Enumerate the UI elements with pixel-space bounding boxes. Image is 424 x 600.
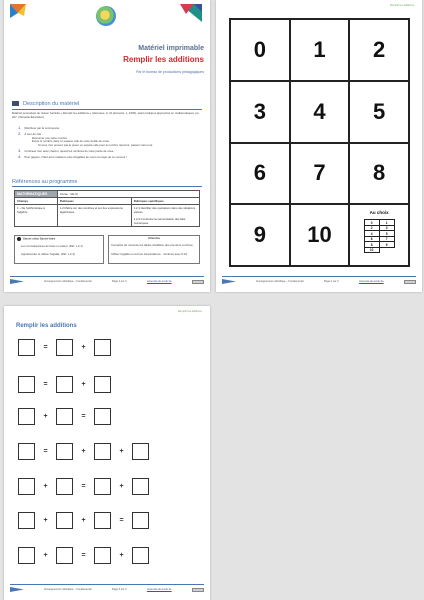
plus-sign: + [81, 380, 86, 388]
plus-sign: + [81, 447, 86, 455]
footer-logo [222, 279, 236, 284]
rubrique-specifique-values: 1.2.1 Identifier des opérations dans des situations variées 1.2.3 Construire la mémorisation des faits numériques [131, 205, 199, 227]
plus-sign: + [43, 551, 48, 559]
school-emblem-logo [96, 6, 116, 26]
addition-row [18, 408, 111, 424]
footer-website-link[interactable]: www.site-de-ecole.be [146, 280, 172, 283]
equals-sign: = [43, 447, 48, 455]
answer-box[interactable] [18, 376, 35, 393]
license-badge-icon [192, 280, 204, 284]
answer-box[interactable] [94, 443, 111, 460]
rubriques-specifiques-label: Rubriques spécifiques [131, 198, 199, 205]
step-item: 1. Distribuer par la commencer. [18, 125, 61, 130]
answer-box[interactable] [18, 512, 35, 529]
target-icon [17, 237, 21, 241]
page-3 [4, 306, 210, 600]
references-heading: Références au programme [12, 179, 78, 185]
step-number-icon: 4. [18, 153, 22, 159]
license-badge-icon [192, 588, 204, 592]
page-header: Remplir les additions [389, 4, 414, 7]
footer-website-link[interactable]: www.site-de-ecole.be [146, 588, 172, 591]
step-item: 4. Pour gagner, il faut avoir réalisé le plus d'égalités au cours du sujet de ce concour ! [18, 153, 128, 159]
footer-page-number: Page 3 sur 3 [111, 588, 127, 591]
champs-label: Champs [15, 198, 58, 205]
number-card: 2 [349, 19, 409, 81]
savoir-item: Appréhender et utiliser l'égalité. (Réf. L.2.3) [21, 252, 75, 256]
footer-divider [222, 276, 416, 277]
number-card: 5 [349, 81, 409, 143]
answer-box[interactable] [132, 547, 149, 564]
plus-sign: + [43, 516, 48, 524]
answer-box[interactable] [132, 512, 149, 529]
attendus-item: Connaître de mémoire les tables d'addition des premiers nombres. [111, 243, 194, 247]
page-2 [216, 0, 422, 292]
step-subitem: Retourner une carte nombre. [32, 135, 68, 140]
answer-box[interactable] [132, 443, 149, 460]
page-footer [222, 279, 416, 284]
footer-organisation: Enseignement catholique – Fondamental [44, 280, 92, 283]
answer-box[interactable] [94, 547, 111, 564]
attendus-item: Utiliser l'égalité en termes d'équivalence : nombres avec 0-10. [111, 252, 188, 256]
step-number-icon: 2. [18, 130, 22, 136]
license-badge-icon [404, 280, 416, 284]
footer-divider [10, 584, 204, 585]
answer-box[interactable] [56, 547, 73, 564]
steps-list [18, 125, 202, 159]
footer-logo [10, 279, 24, 284]
page-footer [10, 279, 204, 284]
answer-box[interactable] [94, 339, 111, 356]
answer-box[interactable] [18, 443, 35, 460]
number-card: 7 [290, 143, 350, 205]
plus-sign: + [81, 516, 86, 524]
number-card: 6 [230, 143, 290, 205]
step-subitem: Écrire le nombre dans un espace vide de votre feuille de route. [32, 139, 110, 144]
answer-box[interactable] [56, 478, 73, 495]
page-1 [4, 0, 210, 292]
footer-organisation: Enseignement catholique – Fondamental [44, 588, 92, 591]
answer-box[interactable] [94, 376, 111, 393]
rubriques-label: Rubriques [57, 198, 131, 205]
number-card: 9 [230, 204, 290, 266]
answer-box[interactable] [18, 478, 35, 495]
champ-value: 1 – De l'arithmétique à l'algèbre [15, 205, 58, 227]
program-subject: MATHÉMATIQUES [15, 191, 58, 198]
page-header: Remplir les additions [177, 310, 202, 313]
step-subitem: Si vous n'en pouvez pas le poser un espace vide pour le nombre retourné, passez votre tour. [38, 143, 153, 148]
brand-logo-left [10, 4, 26, 22]
answer-box[interactable] [18, 339, 35, 356]
footer-page-number: Page 1 sur 3 [111, 280, 127, 283]
footer-organisation: Enseignement catholique – Fondamental [256, 280, 304, 283]
answer-box[interactable] [94, 408, 111, 425]
answer-box[interactable] [94, 512, 111, 529]
number-card: 1 [290, 19, 350, 81]
addition-row [18, 339, 111, 355]
program-year: Année : CE-Sl [57, 191, 199, 198]
answer-box[interactable] [56, 443, 73, 460]
addition-row [18, 478, 149, 494]
addition-row [18, 443, 149, 459]
plus-sign: + [81, 343, 86, 351]
number-card: 10 [290, 204, 350, 266]
answer-box[interactable] [56, 339, 73, 356]
plus-sign: + [119, 482, 124, 490]
answer-box[interactable] [56, 408, 73, 425]
equals-sign: = [81, 551, 86, 559]
page-footer [10, 587, 204, 592]
number-cards-grid [229, 18, 410, 267]
book-icon [12, 101, 19, 106]
document-author: Par le bureau de productions pédagogiques [136, 70, 204, 74]
brand-logo-right [180, 4, 202, 22]
plus-sign: + [119, 551, 124, 559]
addition-row [18, 547, 149, 563]
number-card: 4 [290, 81, 350, 143]
step-number-icon: 1. [18, 125, 22, 130]
answer-box[interactable] [18, 408, 35, 425]
step-item: 2. À tour de rôle : [18, 130, 43, 136]
choice-table: 0 1 2 3 4 5 6 7 8 9 10 [364, 219, 395, 253]
answer-box[interactable] [94, 478, 111, 495]
equals-sign: = [119, 516, 124, 524]
number-card: 3 [230, 81, 290, 143]
equals-sign: = [81, 412, 86, 420]
number-card: 8 [349, 143, 409, 205]
attendus-box [108, 235, 200, 264]
number-card: 0 [230, 19, 290, 81]
description-heading: Description du matériel [12, 101, 79, 107]
choice-card [349, 204, 409, 266]
step-item: 3. Continuer tour avec chacun, quand les nombres de votre partie de nous. [18, 147, 115, 153]
document-subtitle: Remplir les additions [123, 55, 204, 64]
choice-title: Au choix [369, 210, 389, 216]
footer-page-number: Page 2 sur 3 [323, 280, 339, 283]
plus-sign: + [43, 482, 48, 490]
footer-logo [10, 587, 24, 592]
answer-box[interactable] [132, 478, 149, 495]
plus-sign: + [119, 447, 124, 455]
answer-box[interactable] [56, 376, 73, 393]
step-number-icon: 3. [18, 147, 22, 153]
savoir-item: Les connaissances de base en calcul. (Réf. L.2.1) [21, 244, 83, 248]
section-divider [12, 186, 202, 187]
rubrique-value: 1.2 Mettre sur des nombres et sur des expressions algébriques [57, 205, 131, 227]
equals-sign: = [43, 343, 48, 351]
footer-website-link[interactable]: www.site-de-ecole.be [358, 280, 384, 283]
section-divider [12, 109, 202, 110]
savoir-box [14, 235, 104, 264]
footer-divider [10, 276, 204, 277]
attendus-heading: Attendus [147, 236, 161, 240]
answer-box[interactable] [18, 547, 35, 564]
description-text: Matériel permettant de réviser l'activité « Remplir les additions » (décorées, 0, 10 éléments, 1, 1000), étant pratiques appropriés en mathématiques. pp. 227, (Tazwelle Éducation). [12, 111, 200, 119]
document-title: Matériel imprimable [138, 45, 204, 52]
answer-box[interactable] [56, 512, 73, 529]
program-table [14, 190, 200, 227]
worksheet-title: Remplir les additions [16, 323, 77, 329]
equals-sign: = [43, 380, 48, 388]
addition-row [18, 376, 111, 392]
equals-sign: = [81, 482, 86, 490]
plus-sign: + [43, 412, 48, 420]
savoir-heading: Savoir et/ou Savoir-faire [17, 237, 101, 242]
addition-row [18, 512, 149, 528]
